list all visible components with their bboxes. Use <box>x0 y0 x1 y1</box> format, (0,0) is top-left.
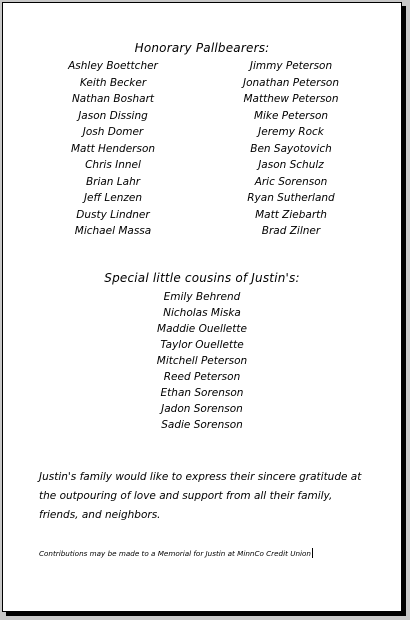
pallbearer-name: Brad Zilner <box>261 225 321 237</box>
memorial-text: Contributions may be made to a Memorial for Justin at MinnCo Credit Union <box>39 549 311 558</box>
thanks-paragraph: Justin's family would like to express their sincere gratitude at the outpouring of love and support from all their family, friends, and neighbors. <box>39 471 362 521</box>
cousin-name: Nicholas Miska <box>163 307 241 319</box>
pallbearer-name: Josh Domer <box>82 126 144 138</box>
cousin-name: Jadon Sorenson <box>161 403 243 415</box>
pallbearer-name: Keith Becker <box>79 76 147 89</box>
pallbearers-left-column <box>33 58 193 240</box>
cousin-name: Taylor Ouellette <box>160 339 244 351</box>
pallbearer-name: Chris Innel <box>85 159 141 171</box>
pallbearer-name: Ryan Sutherland <box>247 192 335 204</box>
pallbearers-right-column <box>211 58 371 240</box>
pallbearers-list <box>33 58 371 240</box>
pallbearer-name: Jeremy Rock <box>258 126 324 138</box>
pallbearer-name: Nathan Boshart <box>71 93 155 105</box>
cousin-name: Reed Peterson <box>163 371 241 383</box>
pallbearer-name: Aric Sorenson <box>254 175 328 188</box>
pallbearer-name: Jonathan Peterson <box>242 76 340 89</box>
cousin-name: Maddie Ouellette <box>157 323 247 335</box>
pallbearer-name: Matt Ziebarth <box>255 208 327 221</box>
pallbearer-name: Brian Lahr <box>85 175 141 188</box>
cousin-name: Ethan Sorenson <box>160 387 244 399</box>
pallbearer-name: Jeff Lenzen <box>83 192 143 204</box>
cousins-list <box>3 289 401 433</box>
pallbearer-name: Jason Schulz <box>258 159 324 171</box>
pallbearer-name: Jason Dissing <box>78 109 148 122</box>
pallbearer-name: Mike Peterson <box>253 109 329 122</box>
pallbearer-name: Matt Henderson <box>70 142 156 155</box>
cousin-name: Emily Behrend <box>163 291 241 303</box>
memorial-line <box>39 548 371 559</box>
text-cursor <box>312 548 313 558</box>
pallbearer-name: Jimmy Peterson <box>249 60 333 72</box>
pallbearer-name: Michael Massa <box>74 225 152 237</box>
document-page <box>2 2 402 612</box>
pallbearers-heading: Honorary Pallbearers: <box>134 41 270 55</box>
cousins-heading: Special little cousins of Justin's: <box>104 271 300 285</box>
pallbearer-name: Ben Sayotovich <box>250 142 332 155</box>
cousin-name: Sadie Sorenson <box>161 419 243 431</box>
pallbearer-name: Ashley Boettcher <box>68 60 158 72</box>
cousin-name: Mitchell Peterson <box>156 355 248 367</box>
pallbearer-name: Dusty Lindner <box>76 208 150 221</box>
pallbearer-name: Matthew Peterson <box>243 93 339 105</box>
